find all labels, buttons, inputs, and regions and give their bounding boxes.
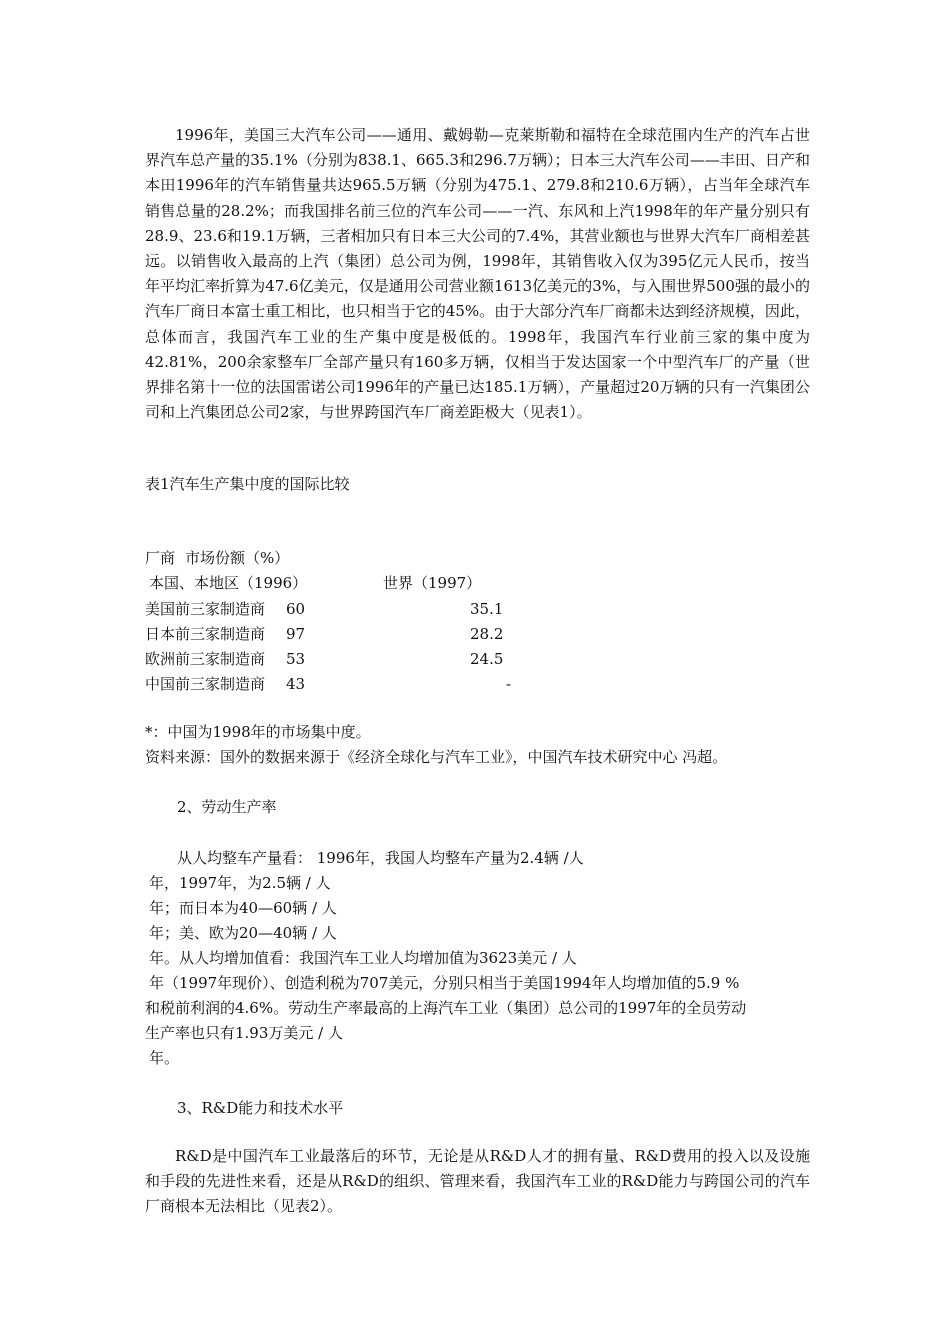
table1-source: 资料来源：国外的数据来源于《经济全球化与汽车工业》，中国汽车技术研究中心 冯超。 xyxy=(145,748,728,766)
section3-heading: 3、R&D能力和技术水平 xyxy=(177,1099,344,1117)
table1-note: *：中国为1998年的市场集中度。 xyxy=(145,723,371,741)
paragraph-concentration: 1996年，美国三大汽车公司——通用、戴姆勒—克莱斯勒和福特在全球范围内生产的汽车占世界汽车总产量的35.1%（分别为838.1、665.3和296.7万辆）；日本三大汽车公司——丰田、日产和本田1996年的汽车销售量共达965.5万辆（分别为475.1、279.8和210.6万辆），占当年全球汽车销售总量的28.2%；而我国排名前三位的汽车公司——一汽、东风和上汽1998年的年产量分别只有28.9、23.6和19.1万辆，三者相加只有日本三大公司的7.4%，其营业额也与世界大汽车厂商相差甚远。以销售收入最高的上汽（集团）总公司为例，1998年，其销售收入仅为395亿元人民币，按当年平均汇率折算为47.6亿美元，仅是通用公司营业额1613亿美元的3%，与入围世界500强的最小的汽车厂商日本富士重工相比，也只相当于它的45%。由于大部分汽车厂商都未达到经济规模，因此，总体而言，我国汽车工业的生产集中度是极低的。1998年，我国汽车行业前三家的集中度为42.81%，200余家整车厂全部产量只有160多万辆，仅相当于发达国家一个中型汽车厂的产量（世界排名第十一位的法国雷诺公司1996年的产量已达185.1万辆），产量超过20万辆的只有一汽集团公司和上汽集团总公司2家，与世界跨国汽车厂商差距极大（见表1）。 xyxy=(145,126,810,422)
table1-subheader-domestic: 本国、本地区（1996） xyxy=(149,574,308,592)
section2-heading: 2、劳动生产率 xyxy=(177,798,277,816)
table1-row-domestic: 43 xyxy=(286,675,306,693)
table1-subheader-world: 世界（1997） xyxy=(383,574,482,592)
table1-row-maker: 美国前三家制造商 xyxy=(145,600,266,618)
table1-row-domestic: 60 xyxy=(286,600,306,618)
section2-line: 从人均整车产量看： 1996年，我国人均整车产量为2.4辆 /人 xyxy=(177,849,584,867)
section2-line: 生产率也只有1.93万美元 / 人 xyxy=(145,1024,343,1042)
section2-line: 和税前利润的4.6%。劳动生产率最高的上海汽车工业（集团）总公司的1997年的全员劳动 xyxy=(145,999,747,1017)
section3-paragraph: R&D是中国汽车工业最落后的环节，无论是从R&D人才的拥有量、R&D费用的投入以及设施和手段的先进性来看，还是从R&D的组织、管理来看，我国汽车工业的R&D能力与跨国公司的汽车厂商根本无法相比（见表2）。 xyxy=(145,1147,810,1216)
table1-row-world: 35.1 xyxy=(470,600,504,618)
table1-header-maker: 厂商 xyxy=(145,549,176,567)
table1-caption: 表1汽车生产集中度的国际比较 xyxy=(145,475,350,493)
table1-row-domestic: 97 xyxy=(286,625,306,643)
section2-line: 年（1997年现价）、创造利税为707美元，分别只相当于美国1994年人均增加值的5.9 % xyxy=(149,974,740,992)
section2-line: 年；美、欧为20—40辆 / 人 xyxy=(149,924,337,942)
section2-line: 年；而日本为40—60辆 / 人 xyxy=(149,899,337,917)
section2-line: 年。从人均增加值看：我国汽车工业人均增加值为3623美元 / 人 xyxy=(149,949,577,967)
table1-row-world: - xyxy=(506,675,512,693)
table1-row-world: 24.5 xyxy=(470,650,504,668)
table1-row-maker: 中国前三家制造商 xyxy=(145,675,266,693)
section2-line: 年，1997年，为2.5辆 / 人 xyxy=(149,874,331,892)
section2-line: 年。 xyxy=(149,1049,180,1067)
table1-row-maker: 日本前三家制造商 xyxy=(145,625,266,643)
table1-row-maker: 欧洲前三家制造商 xyxy=(145,650,266,668)
table1-row-domestic: 53 xyxy=(286,650,306,668)
table1-header-share: 市场份额（%） xyxy=(185,549,290,567)
table1-header xyxy=(145,547,289,569)
table1-row-world: 28.2 xyxy=(470,625,504,643)
